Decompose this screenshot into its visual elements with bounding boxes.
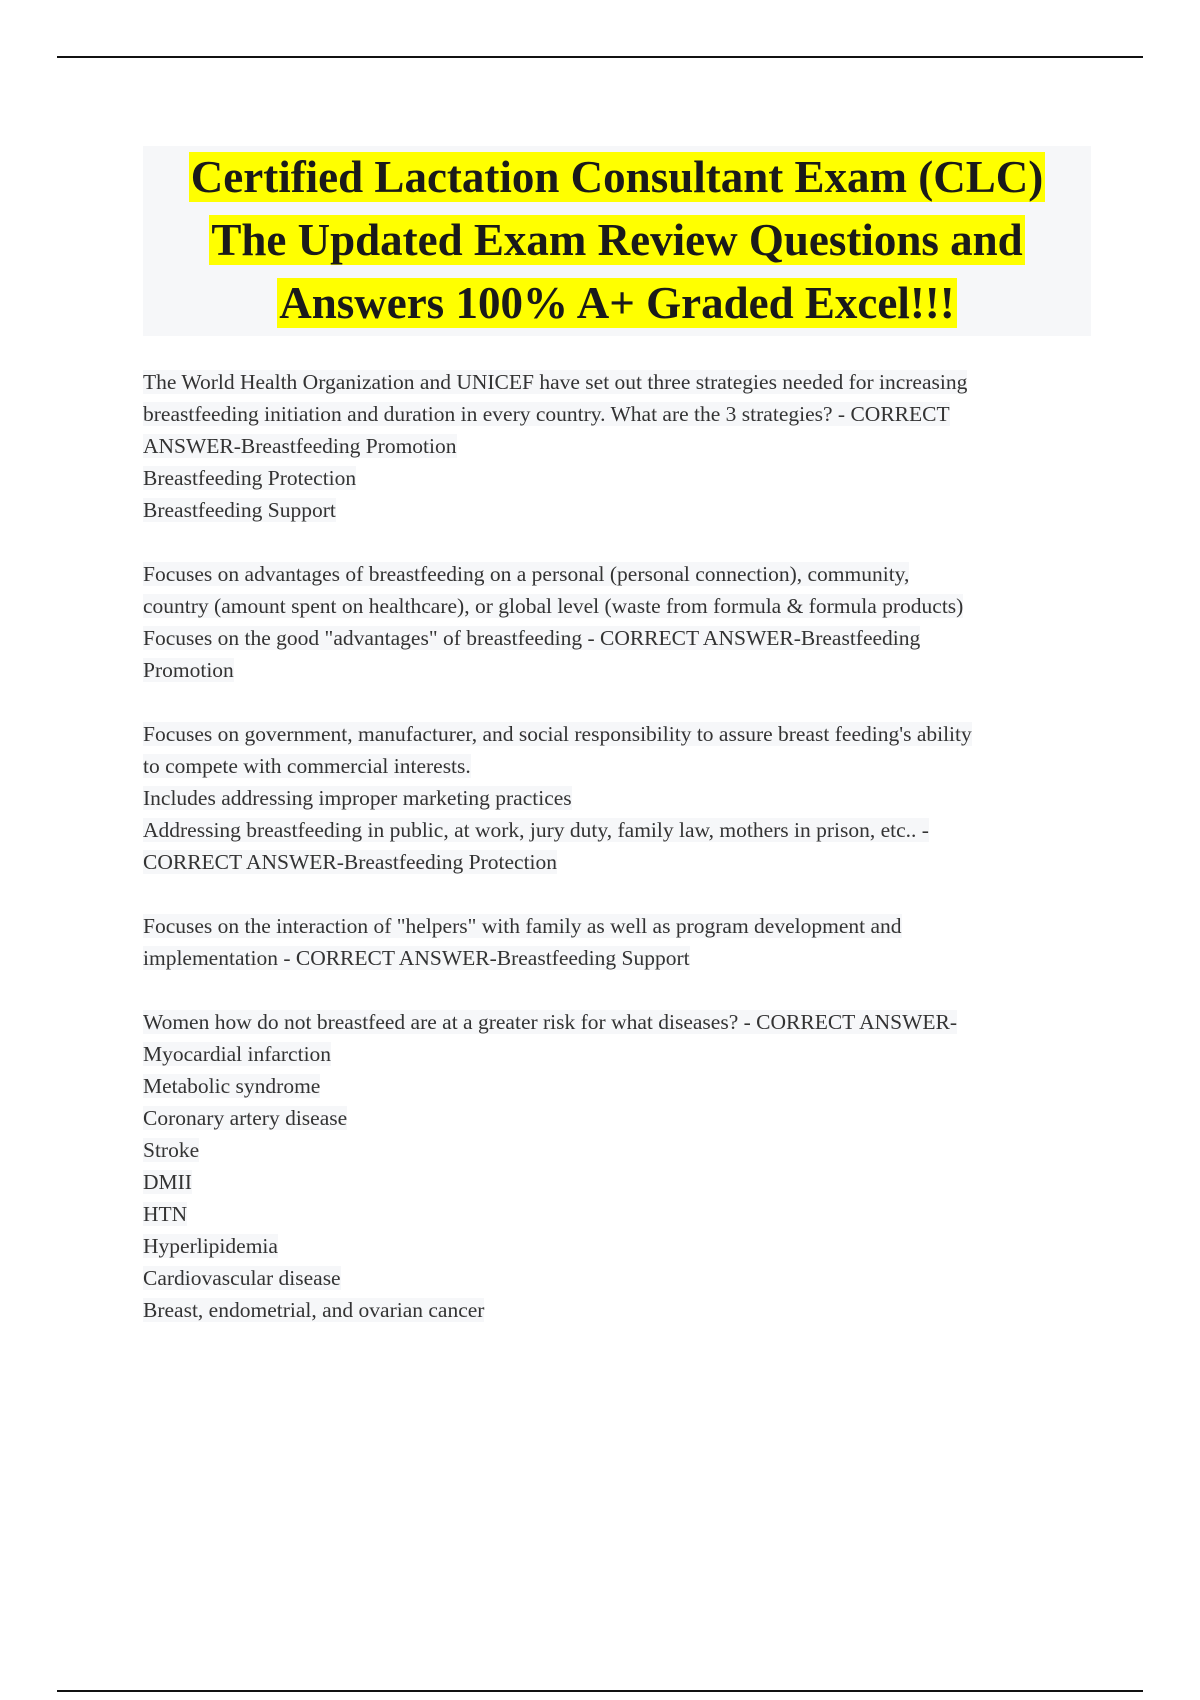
text-line-content: Breastfeeding Support — [143, 498, 336, 522]
text-line-content: Focuses on the interaction of "helpers" with family as well as program development and — [143, 914, 902, 938]
text-line — [143, 366, 1103, 398]
text-line-content: DMII — [143, 1170, 192, 1194]
title-line-text: The Updated Exam Review Questions and — [211, 215, 1023, 265]
text-line — [143, 1102, 1103, 1134]
text-line — [143, 654, 1103, 686]
text-line-content: Women how do not breastfeed are at a greater risk for what diseases? - CORRECT ANSWER- — [143, 1010, 958, 1034]
text-line-content: Breastfeeding Protection — [143, 466, 357, 490]
qa-item — [143, 910, 1103, 974]
text-line — [143, 590, 1103, 622]
title-line — [143, 146, 1091, 209]
text-line — [143, 462, 1103, 494]
text-line-content: Promotion — [143, 658, 234, 682]
text-line-content: Focuses on government, manufacturer, and social responsibility to assure breast feeding's ability — [143, 722, 972, 746]
text-line-content: country (amount spent on healthcare), or global level (waste from formula & formula products) — [143, 594, 964, 618]
text-line-content: Focuses on the good "advantages" of breastfeeding - CORRECT ANSWER-Breastfeeding — [143, 626, 921, 650]
text-line-content: Myocardial infarction — [143, 1042, 332, 1066]
text-line — [143, 558, 1103, 590]
text-line-content: to compete with commercial interests. — [143, 754, 471, 778]
text-line — [143, 1038, 1103, 1070]
text-line — [143, 430, 1103, 462]
text-line — [143, 1166, 1103, 1198]
text-line-content: Metabolic syndrome — [143, 1074, 321, 1098]
text-line — [143, 622, 1103, 654]
text-line — [143, 1006, 1103, 1038]
text-line-content: HTN — [143, 1202, 188, 1226]
text-line-content: Focuses on advantages of breastfeeding on a personal (personal connection), community, — [143, 562, 910, 586]
text-line-content: The World Health Organization and UNICEF have set out three strategies needed for increasing — [143, 370, 968, 394]
text-line-content: Coronary artery disease — [143, 1106, 348, 1130]
qa-item — [143, 366, 1103, 526]
text-line-content: Cardiovascular disease — [143, 1266, 341, 1290]
text-line — [143, 814, 1103, 846]
text-line — [143, 1134, 1103, 1166]
text-line-content: CORRECT ANSWER-Breastfeeding Protection — [143, 850, 558, 874]
text-line — [143, 1198, 1103, 1230]
text-line-content: Hyperlipidemia — [143, 1234, 278, 1258]
qa-item — [143, 1006, 1103, 1326]
footer-rule — [57, 1690, 1143, 1692]
text-line-content: implementation - CORRECT ANSWER-Breastfeeding Support — [143, 946, 690, 970]
text-line — [143, 718, 1103, 750]
text-line — [143, 942, 1103, 974]
text-line — [143, 494, 1103, 526]
text-line — [143, 398, 1103, 430]
text-line — [143, 910, 1103, 942]
text-line-content: ANSWER-Breastfeeding Promotion — [143, 434, 457, 458]
text-line-content: Includes addressing improper marketing practices — [143, 786, 572, 810]
text-line — [143, 846, 1103, 878]
text-line — [143, 1230, 1103, 1262]
text-line-content: Breast, endometrial, and ovarian cancer — [143, 1298, 485, 1322]
text-line — [143, 1070, 1103, 1102]
document-title — [143, 146, 1091, 336]
text-line — [143, 1294, 1103, 1326]
text-line — [143, 750, 1103, 782]
qa-item — [143, 558, 1103, 686]
header-rule — [57, 56, 1143, 58]
text-line-content: breastfeeding initiation and duration in every country. What are the 3 strategies? - CORRECT — [143, 402, 950, 426]
title-line — [143, 209, 1091, 272]
title-line-text: Certified Lactation Consultant Exam (CLC) — [190, 152, 1044, 202]
document-body — [143, 366, 1103, 1358]
qa-item — [143, 718, 1103, 878]
text-line-content: Stroke — [143, 1138, 200, 1162]
text-line-content: Addressing breastfeeding in public, at work, jury duty, family law, mothers in prison, etc.. - — [143, 818, 929, 842]
text-line — [143, 782, 1103, 814]
text-line — [143, 1262, 1103, 1294]
title-line-text: Answers 100% A+ Graded Excel!!! — [279, 278, 955, 328]
title-line — [143, 272, 1091, 335]
